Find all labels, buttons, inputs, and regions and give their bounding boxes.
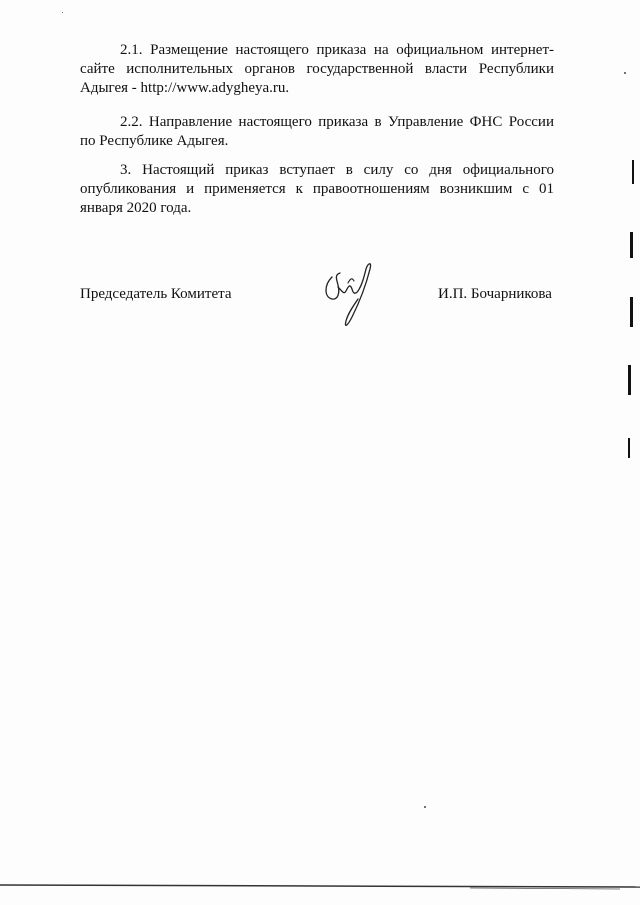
scan-speck [62, 12, 63, 13]
scan-artifact [628, 438, 630, 458]
signatory-title: Председатель Комитета [80, 286, 232, 302]
paragraph-2-2: 2.2. Направление настоящего приказа в Управление ФНС России по Республике Адыгея. [80, 114, 554, 149]
scan-speck [624, 72, 626, 74]
handwritten-signature [318, 255, 378, 333]
scan-artifact [632, 160, 634, 184]
paragraph-2-1: 2.1. Размещение настоящего приказа на официальном интернет-сайте исполнительных органов государственной власти Республики Адыгея - http://www.adygheya.ru. [80, 42, 554, 96]
scan-speck [424, 806, 426, 808]
scan-artifact [630, 232, 633, 258]
signatory-name: И.П. Бочарникова [438, 286, 552, 302]
scan-artifact [630, 297, 633, 327]
scan-artifact [628, 365, 631, 395]
scan-bottom-edge [0, 880, 640, 892]
paragraph-3: 3. Настоящий приказ вступает в силу со дня официального опубликования и применяется к правоотношениям возникшим с 01 января 2020 года. [80, 162, 554, 216]
